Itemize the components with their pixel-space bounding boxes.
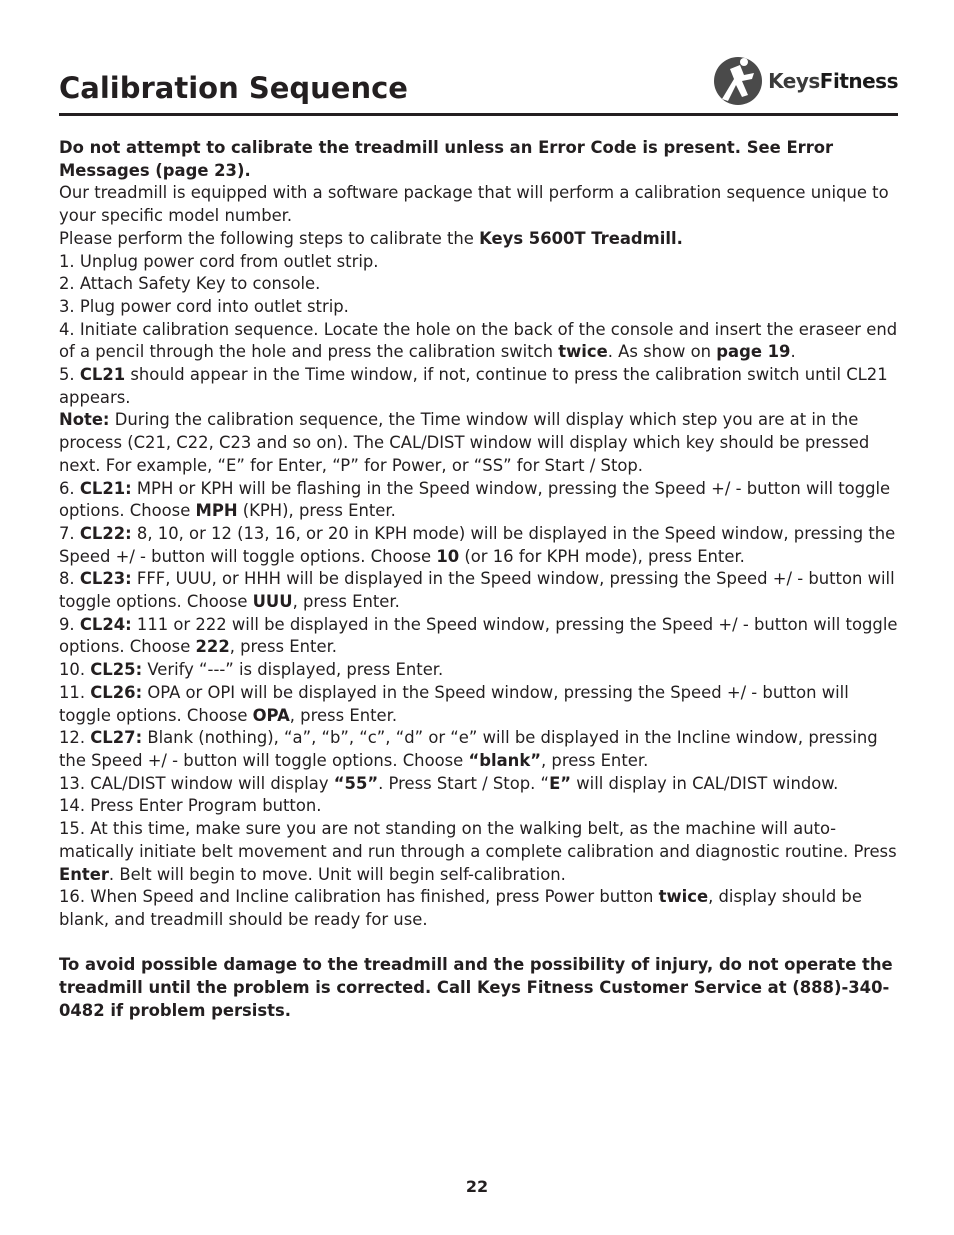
step-10: 10. CL25: Verify “---” is displayed, press Enter.: [59, 660, 444, 680]
logo-suffix: Fitness: [819, 69, 898, 93]
step-16: 16. When Speed and Incline calibration has finished, press Power button twice, display should be blank, and treadmill should be ready for use.: [59, 887, 862, 929]
step-11: 11. CL26: OPA or OPI will be displayed in the Speed window, pressing the Speed +/ - button will toggle options. Choose OPA, press Enter.: [59, 682, 849, 725]
step-8: 8. CL23: FFF, UUU, or HHH will be displayed in the Speed window, pressing the Speed +/ - button will toggle options. Choose UUU, press Enter.: [59, 569, 895, 612]
page-header: [59, 50, 898, 116]
step-14: 14. Press Enter Program button.: [59, 796, 322, 816]
logo-wordmark: [768, 69, 898, 93]
logo-prefix: Keys: [768, 69, 820, 93]
step-7: 7. CL22: 8, 10, or 12 (13, 16, or 20 in KPH mode) will be displayed in the Speed window, pressing the Speed +/ - button will toggle options. Choose 10 (or 16 for KPH mode), press Enter.: [59, 523, 896, 566]
model-paragraph: Please perform the following steps to calibrate the Keys 5600T Treadmill.: [59, 228, 683, 248]
step-15: 15. At this time, make sure you are not standing on the walking belt, as the machine will automatically initiate belt movement and run through a complete calibration and diagnostic routine. Press Enter. Belt will begin to move. Unit will begin self-calibration.: [59, 819, 897, 884]
step-5: 5. CL21 should appear in the Time window, if not, continue to press the calibration switch until CL21 appears.: [59, 365, 888, 407]
calibration-warning: Do not attempt to calibrate the treadmill unless an Error Code is present. See Error Messages (page 23).: [59, 138, 834, 180]
step-12: 12. CL27: Blank (nothing), “a”, “b”, “c”, “d” or “e” will be displayed in the Incline window, pressing the Speed +/ - button will toggle options. Choose “blank”, press Enter.: [59, 728, 878, 770]
step-3: 3. Plug power cord into outlet strip.: [59, 296, 349, 316]
page-number: 22: [465, 1177, 489, 1196]
step-2: 2. Attach Safety Key to console.: [59, 274, 321, 294]
header-rule: [59, 113, 898, 116]
document-body: [59, 137, 901, 1022]
page-title: Calibration Sequence: [59, 71, 408, 105]
step-1: 1. Unplug power cord from outlet strip.: [59, 251, 379, 271]
keys-fitness-logo: [714, 54, 898, 108]
step-6: 6. CL21: MPH or KPH will be flashing in the Speed window, pressing the Speed +/ - button will toggle options. Choose MPH (KPH), press Enter.: [59, 478, 891, 521]
step-4: 4. Initiate calibration sequence. Locate the hole on the back of the console and insert the eraseer end of a pencil through the hole and press the calibration switch twice. As show on page 19.: [59, 319, 898, 362]
intro-paragraph: Our treadmill is equipped with a software package that will perform a calibration sequence unique to your specific model number.: [59, 183, 889, 226]
step-9: 9. CL24: 111 or 222 will be displayed in the Speed window, pressing the Speed +/ - button will toggle options. Choose 222, press Enter.: [59, 614, 898, 657]
runner-logo-icon: [714, 55, 762, 107]
paragraph-spacer: [59, 932, 901, 955]
step-13: 13. CAL/DIST window will display “55”. Press Start / Stop. “E” will display in CAL/DIST window.: [59, 773, 839, 793]
note: Note: During the calibration sequence, the Time window will display which step you are at in the process (C21, C22, C23 and so on). The CAL/DIST window will display which key should be pressed next. For example, “E” for Enter, “P” for Power, or “SS” for Start / Stop.: [59, 410, 870, 475]
closing-warning: To avoid possible damage to the treadmill and the possibility of injury, do not operate the treadmill until the problem is corrected. Call Keys Fitness Customer Service at (888)-340-0482 if problem persists.: [59, 955, 893, 1020]
